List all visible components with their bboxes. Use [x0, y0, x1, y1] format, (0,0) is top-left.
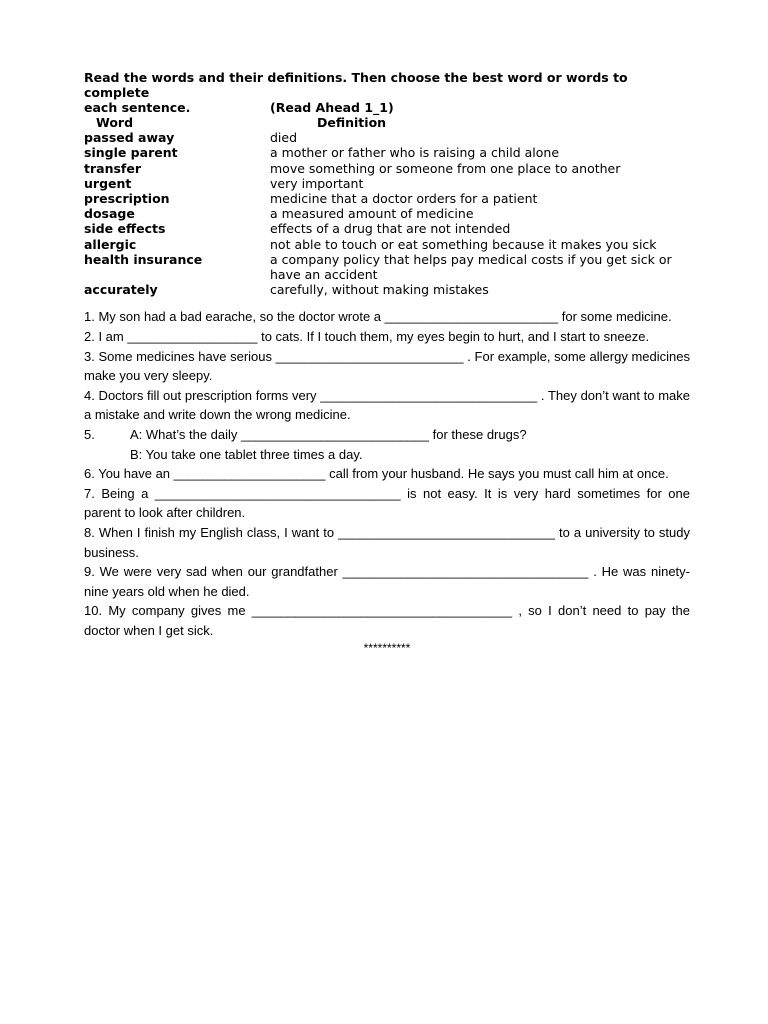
glossary-row [84, 176, 694, 191]
glossary-row [84, 282, 694, 297]
question-10: 10. My company gives me ____________________________________ , so I don’t need to pay the doctor when I get sick. [84, 603, 690, 638]
question-4: 4. Doctors fill out prescription forms very ______________________________ . They don’t want to make a mistake and write down the wrong medicine. [84, 387, 690, 423]
glossary-rows [84, 130, 694, 297]
glossary-word: side effects [84, 221, 166, 237]
glossary-definition: move something or someone from one place to another [270, 160, 621, 176]
glossary-row [84, 191, 694, 206]
glossary-row [84, 221, 694, 236]
glossary-word: single parent [84, 145, 178, 161]
glossary-definition: a mother or father who is raising a child alone [270, 145, 560, 161]
glossary-word: transfer [84, 160, 141, 176]
column-header-definition: Definition [317, 115, 387, 130]
instructions [84, 70, 694, 115]
worksheet [84, 70, 694, 655]
exercise [84, 307, 690, 640]
question-1: 1. My son had a bad earache, so the doctor wrote a ________________________ for some medicine. [84, 309, 672, 325]
glossary-word: allergic [84, 236, 137, 252]
glossary-word: passed away [84, 130, 175, 146]
glossary-definition: effects of a drug that are not intended [270, 221, 511, 237]
question-7: 7. Being a __________________________________ is not easy. It is very hard sometimes for one parent to look after children. [84, 485, 690, 521]
glossary-definition: carefully, without making mistakes [270, 282, 489, 298]
question-6: 6. You have an _____________________ call from your husband. He says you must call him at once. [84, 466, 669, 482]
question-8: 8. When I finish my English class, I want to ______________________________ to a university to study business. [84, 524, 690, 560]
glossary-row [84, 145, 694, 160]
glossary-word: prescription [84, 191, 170, 207]
instructions-text: each sentence. [84, 100, 191, 115]
column-header-word: Word [96, 115, 134, 130]
question-9: 9. We were very sad when our grandfather __________________________________ . He was ninety-nine years old when he died. [84, 564, 690, 599]
glossary-row [84, 130, 694, 145]
instructions-line-2 [84, 100, 694, 115]
glossary-definition: a measured amount of medicine [270, 206, 474, 222]
glossary-row [84, 252, 694, 282]
glossary-table [84, 115, 694, 297]
glossary-definition: very important [270, 175, 364, 191]
instructions-line-1: Read the words and their definitions. Then choose the best word or words to complete [84, 70, 628, 100]
glossary-word: accurately [84, 282, 158, 298]
glossary-row [84, 237, 694, 252]
glossary-definition: medicine that a doctor orders for a patient [270, 191, 538, 207]
question-3: 3. Some medicines have serious __________________________ . For example, some allergy medicines make you very sleepy. [84, 348, 690, 384]
source-reference: (Read Ahead 1_1) [270, 100, 394, 115]
glossary-row [84, 206, 694, 221]
end-mark: ********** [363, 640, 411, 655]
question-5-line-b: B: You take one tablet three times a day. [130, 446, 363, 462]
question-5 [84, 425, 690, 445]
glossary-word: urgent [84, 175, 132, 191]
question-2: 2. I am __________________ to cats. If I touch them, my eyes begin to hurt, and I start to sneeze. [84, 329, 650, 345]
glossary-definition: died [270, 130, 298, 146]
question-5-number: 5. [84, 427, 95, 442]
question-5-line-a: A: What’s the daily __________________________ for these drugs? [130, 427, 527, 442]
glossary-word: dosage [84, 206, 135, 222]
glossary-definition: a company policy that helps pay medical costs if you get sick or have an accident [270, 251, 672, 283]
glossary-header [84, 115, 694, 130]
glossary-row [84, 161, 694, 176]
glossary-word: health insurance [84, 251, 203, 267]
glossary-definition: not able to touch or eat something because it makes you sick [270, 236, 657, 252]
